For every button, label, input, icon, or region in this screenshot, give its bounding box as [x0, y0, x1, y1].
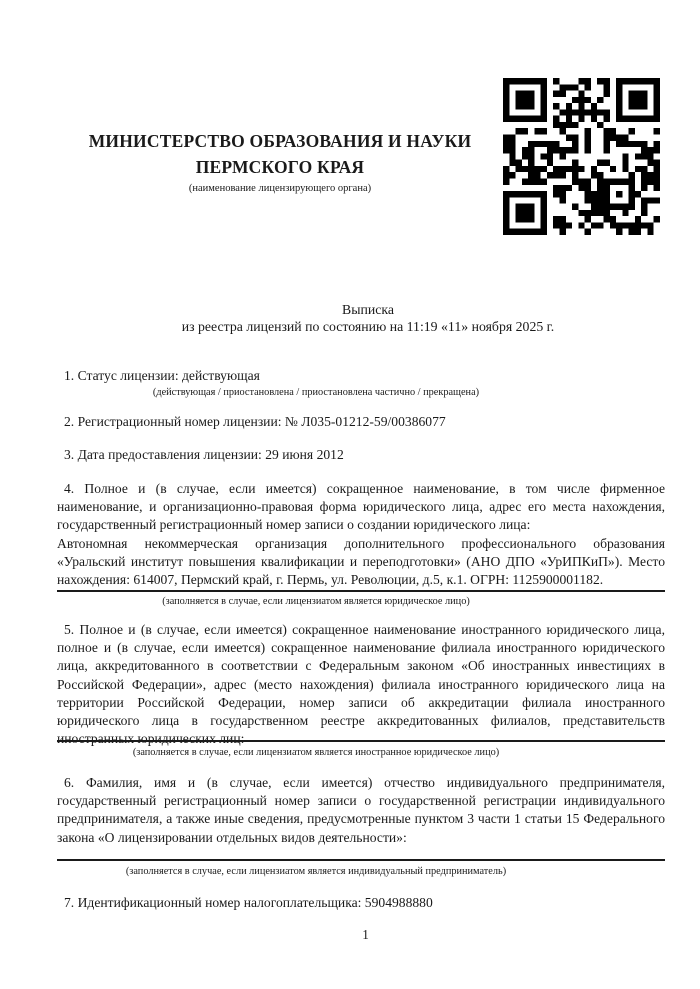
legal-entity-fill-line [57, 590, 665, 592]
document-header [57, 128, 503, 196]
status-options-caption: (действующая / приостановлена / приостановлена частично / прекращена) [152, 387, 480, 398]
ministry-name-line1: МИНИСТЕРСТВО ОБРАЗОВАНИЯ И НАУКИ [88, 131, 472, 151]
extract-title: Выписка [342, 302, 394, 317]
entrepreneur-caption: (заполняется в случае, если лицензиатом является индивидуальный предприниматель) [125, 865, 507, 877]
entrepreneur-fill-line [57, 859, 665, 861]
qr-code-image [503, 78, 660, 235]
grant-date-line: 3. Дата предоставления лицензии: 29 июня 2012 [64, 447, 344, 462]
foreign-entity-label: 5. Полное и (в случае, если имеется) сокращенное наименование иностранного юридического лица, полное и (в случае, если имеется) сокращенное наименование филиала иностранного юридического лица, аккредитованного в соответствии с Федеральным законом «Об иностранных инвестициях в Российской Федерации», адрес (место нахождения) филиала иностранного юридического лица на территории Российской Федерации, номер записи об аккредитации филиала иностранного юридического лица в государственном реестре аккредитованных филиалов, представительств иностранных юридических лиц: [57, 622, 665, 747]
page-number: 1 [362, 927, 369, 942]
licensing-authority-caption: (наименование лицензирующего органа) [188, 183, 372, 194]
legal-entity-section [57, 480, 665, 608]
entrepreneur-section [57, 774, 665, 878]
foreign-entity-section [57, 621, 665, 759]
extract-title-block [57, 301, 665, 336]
registration-number-line: 2. Регистрационный номер лицензии: № Л035-01212-59/00386077 [64, 414, 446, 429]
license-status-line: 1. Статус лицензии: действующая [64, 368, 260, 383]
legal-entity-value: Автономная некоммерческая организация дополнительного профессионального образования «Уральский институт повышения квалификации и переподготовки» (АНО ДПО «УрИПКиП»). Место нахождения: 614007, Пермский край, г. Пермь, ул. Революции, д.5, к.1. ОГРН: 1125900001182. [57, 535, 665, 587]
inn-line: 7. Идентификационный номер налогоплательщика: 5904988880 [64, 895, 433, 910]
entrepreneur-label: 6. Фамилия, имя и (в случае, если имеется) отчество индивидуального предпринимателя, государственный регистрационный номер записи о государственной регистрации индивидуального предпринимателя, а также иные сведения, предусмотренные пунктом 3 части 1 статьи 15 Федерального закона «О лицензировании отдельных видов деятельности»: [57, 775, 665, 845]
ministry-name-line2: ПЕРМСКОГО КРАЯ [195, 157, 365, 177]
legal-entity-caption: (заполняется в случае, если лицензиатом является юридическое лицо) [162, 596, 470, 608]
foreign-entity-caption: (заполняется в случае, если лицензиатом является иностранное юридическое лицо) [132, 747, 500, 759]
legal-entity-label: 4. Полное и (в случае, если имеется) сокращенное наименование, в том числе фирменное наименование, и организационно-правовая форма юридического лица, адрес его места нахождения, государственный регистрационный номер записи о создании юридического лица: [57, 481, 665, 533]
extract-subtitle: из реестра лицензий по состоянию на 11:19 «11» ноября 2025 г. [181, 319, 555, 335]
